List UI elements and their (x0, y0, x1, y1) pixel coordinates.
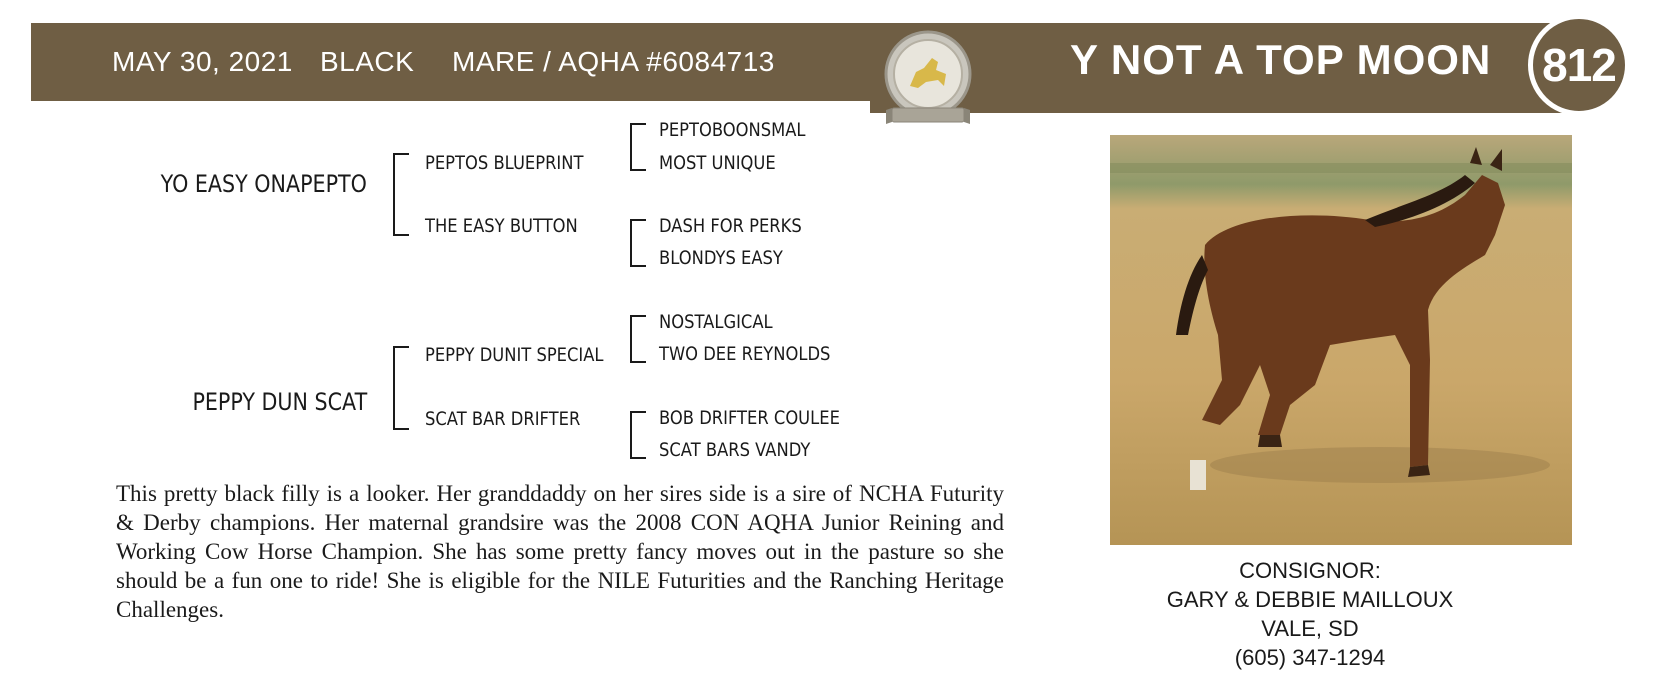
pedigree-sire: YO EASY ONAPEPTO (160, 170, 367, 198)
pedigree-sire-dam-dam: BLONDYS EASY (659, 247, 783, 269)
pedigree-dam-sire: PEPPY DUNIT SPECIAL (425, 344, 604, 366)
pedigree-sire-dam-sire: DASH FOR PERKS (659, 215, 802, 237)
consignor-label: CONSIGNOR: (1239, 558, 1381, 583)
consignor-block (1110, 556, 1510, 672)
seal-badge-icon (878, 28, 978, 132)
pedigree-dam: PEPPY DUN SCAT (192, 388, 367, 416)
sex-registration: MARE / AQHA #6084713 (452, 46, 775, 77)
pedigree-dam-dam: SCAT BAR DRIFTER (425, 408, 581, 430)
consignor-phone: (605) 347-1294 (1234, 645, 1386, 670)
pedigree-bracket (630, 411, 646, 459)
pedigree-bracket (630, 123, 646, 171)
pedigree-dam-dam-sire: BOB DRIFTER COULEE (659, 407, 840, 429)
lot-number: 812 (1542, 39, 1616, 91)
pedigree-sire-sire-dam: MOST UNIQUE (659, 152, 776, 174)
pedigree-bracket (630, 219, 646, 267)
pedigree-dam-sire-sire: NOSTALGICAL (659, 311, 773, 333)
foaling-date: MAY 30, 2021 (112, 46, 293, 77)
pedigree-bracket (393, 346, 409, 430)
pedigree-dam-sire-dam: TWO DEE REYNOLDS (659, 343, 831, 365)
consignor-name: GARY & DEBBIE MAILLOUX (1166, 587, 1454, 612)
pedigree-sire-sire-sire: PEPTOBOONSMAL (659, 119, 806, 141)
pedigree-bracket (393, 153, 409, 236)
horse-name: Y NOT A TOP MOON (1070, 36, 1492, 83)
consignor-location: VALE, SD (1261, 616, 1359, 641)
horse-color: BLACK (320, 46, 415, 77)
horse-description: This pretty black filly is a looker. Her granddaddy on her sires side is a sire of NCHA Futurity & Derby champions. Her maternal grandsire was the 2008 CON AQHA Junior Reining and Working Cow Horse Champion. She has some pretty fancy moves out in the pasture so she should be a fun one to ride! She is eligible for the NILE Futurities and the Ranching Heritage Challenges. (116, 481, 1004, 622)
pedigree-dam-dam-dam: SCAT BARS VANDY (659, 439, 811, 461)
horse-photo (1110, 135, 1572, 545)
pedigree-sire-dam: THE EASY BUTTON (425, 215, 578, 237)
pedigree-sire-sire: PEPTOS BLUEPRINT (425, 152, 584, 174)
pedigree-bracket (630, 315, 646, 363)
